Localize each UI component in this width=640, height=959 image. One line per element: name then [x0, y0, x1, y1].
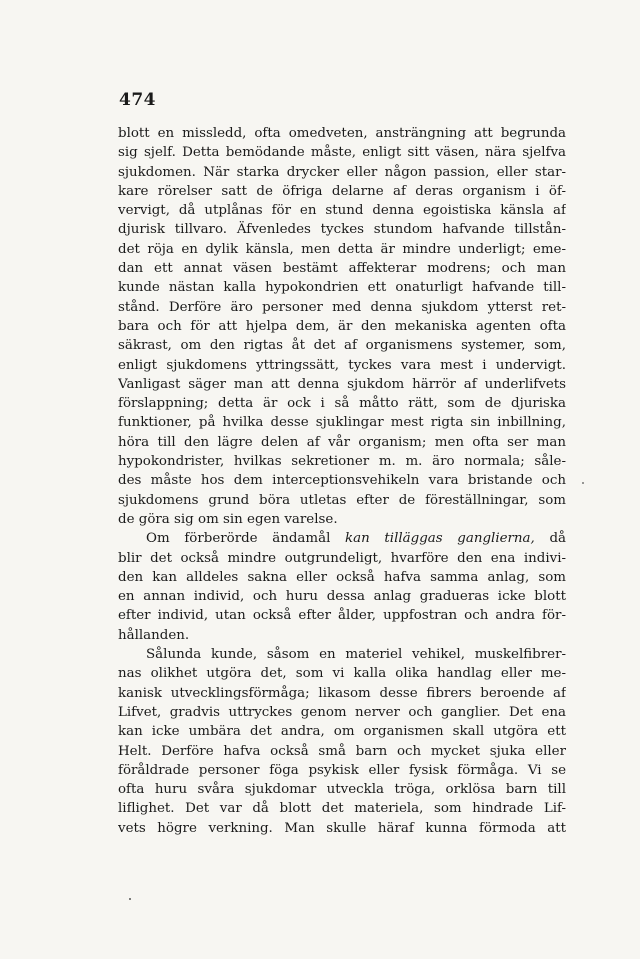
text-line: stånd. Derföre äro personer med denna sjukdom ytterst ret-	[118, 299, 566, 315]
text-line: vervigt, då utplånas för en stund denna egoistiska känsla af	[118, 203, 566, 219]
text-line: Vanligast säger man att denna sjukdom härrör af underlifvets	[118, 376, 566, 392]
text-line: blir det också mindre outgrundeligt, hvarföre den ena indivi-	[118, 550, 566, 566]
text-line: des måste hos dem interceptionsvehikeln vara bristande och	[118, 473, 566, 489]
text-line: vets högre verkning. Man skulle häraf kunna förmoda att	[118, 820, 566, 836]
print-speck	[129, 898, 131, 900]
text-line: föråldrade personer föga psykisk eller fysisk förmåga. Vi se	[118, 762, 566, 778]
text-line: dan ett annat väsen bestämt affekterar modrens; och man	[118, 261, 566, 277]
text-line: bara och för att hjelpa dem, är den mekaniska agenten ofta	[118, 318, 566, 334]
text-line: hypokondrister, hvilkas sekretioner m. m. äro normala; såle-	[118, 454, 566, 470]
text-line: kanisk utvecklingsförmåga; likasom desse fibrers beroende af	[118, 685, 566, 701]
text-line: blott en missledd, ofta omedveten, ansträngning att begrunda	[118, 126, 566, 141]
text-line: Lifvet, gradvis uttryckes genom nerver och ganglier. Det ena	[118, 704, 566, 720]
text-line: hållanden.	[118, 627, 190, 643]
italic-phrase: kan tilläggas ganglierna,	[345, 531, 535, 547]
text-line: sjukdomen. När starka drycker eller någon passion, eller star-	[118, 164, 566, 180]
page-number: 474	[119, 90, 156, 110]
text-line: djurisk tillvaro. Äfvenledes tyckes stundom hafvande tillstån-	[118, 222, 566, 238]
text-line: liflighet. Det var då blott det materiela, som hindrade Lif-	[118, 801, 566, 817]
text-line: säkrast, om den rigtas åt det af organismens systemer, som,	[118, 338, 566, 354]
text-line: den kan alldeles sakna eller också hafva samma anlag, som	[118, 569, 566, 585]
text-line: sjukdomens grund böra utletas efter de föreställningar, som	[118, 492, 566, 508]
text-line: kunde nästan kalla hypokondrien ett onaturligt hafvande till-	[118, 280, 566, 296]
text-line: höra till den lägre delen af vår organism; men ofta ser man	[118, 434, 566, 450]
text-line: Helt. Derföre hafva också små barn och mycket sjuka eller	[118, 743, 566, 759]
text-line: de göra sig om sin egen varelse.	[118, 511, 338, 527]
text-line: efter individ, utan också efter ålder, uppfostran och andra för-	[118, 608, 566, 624]
text-line: nas olikhet utgöra det, som vi kalla olika handlag eller me-	[118, 666, 566, 682]
text-line: enligt sjukdomens yttringssätt, tyckes vara mest i undervigt.	[118, 357, 566, 373]
text-line: ofta huru svåra sjukdomar utveckla tröga, orklösa barn till	[118, 782, 566, 798]
print-speck	[582, 482, 584, 484]
text-line: funktioner, på hvilka desse sjuklingar mest rigta sin inbillning,	[118, 415, 566, 431]
text-line: sig sjelf. Detta bemödande måste, enligt sitt väsen, nära sjelfva	[118, 145, 566, 161]
body-text	[118, 124, 566, 838]
text-line: kan icke umbära det andra, om organismen skall utgöra ett	[118, 724, 566, 740]
text-line: en annan individ, och huru dessa anlag gradueras icke blott	[118, 589, 566, 605]
text-line: kare rörelser satt de öfriga delarne af deras organism i öf-	[118, 183, 566, 199]
text-line: Om förberörde ändamål kan tilläggas ganglierna, då	[146, 531, 566, 547]
text-line: förslappning; detta är ock i så måtto rätt, som de djuriska	[118, 396, 566, 412]
text-line: det röja en dylik känsla, men detta är mindre underligt; eme-	[118, 241, 566, 257]
text-line: Sålunda kunde, såsom en materiel vehikel, muskelfibrer-	[146, 647, 566, 663]
